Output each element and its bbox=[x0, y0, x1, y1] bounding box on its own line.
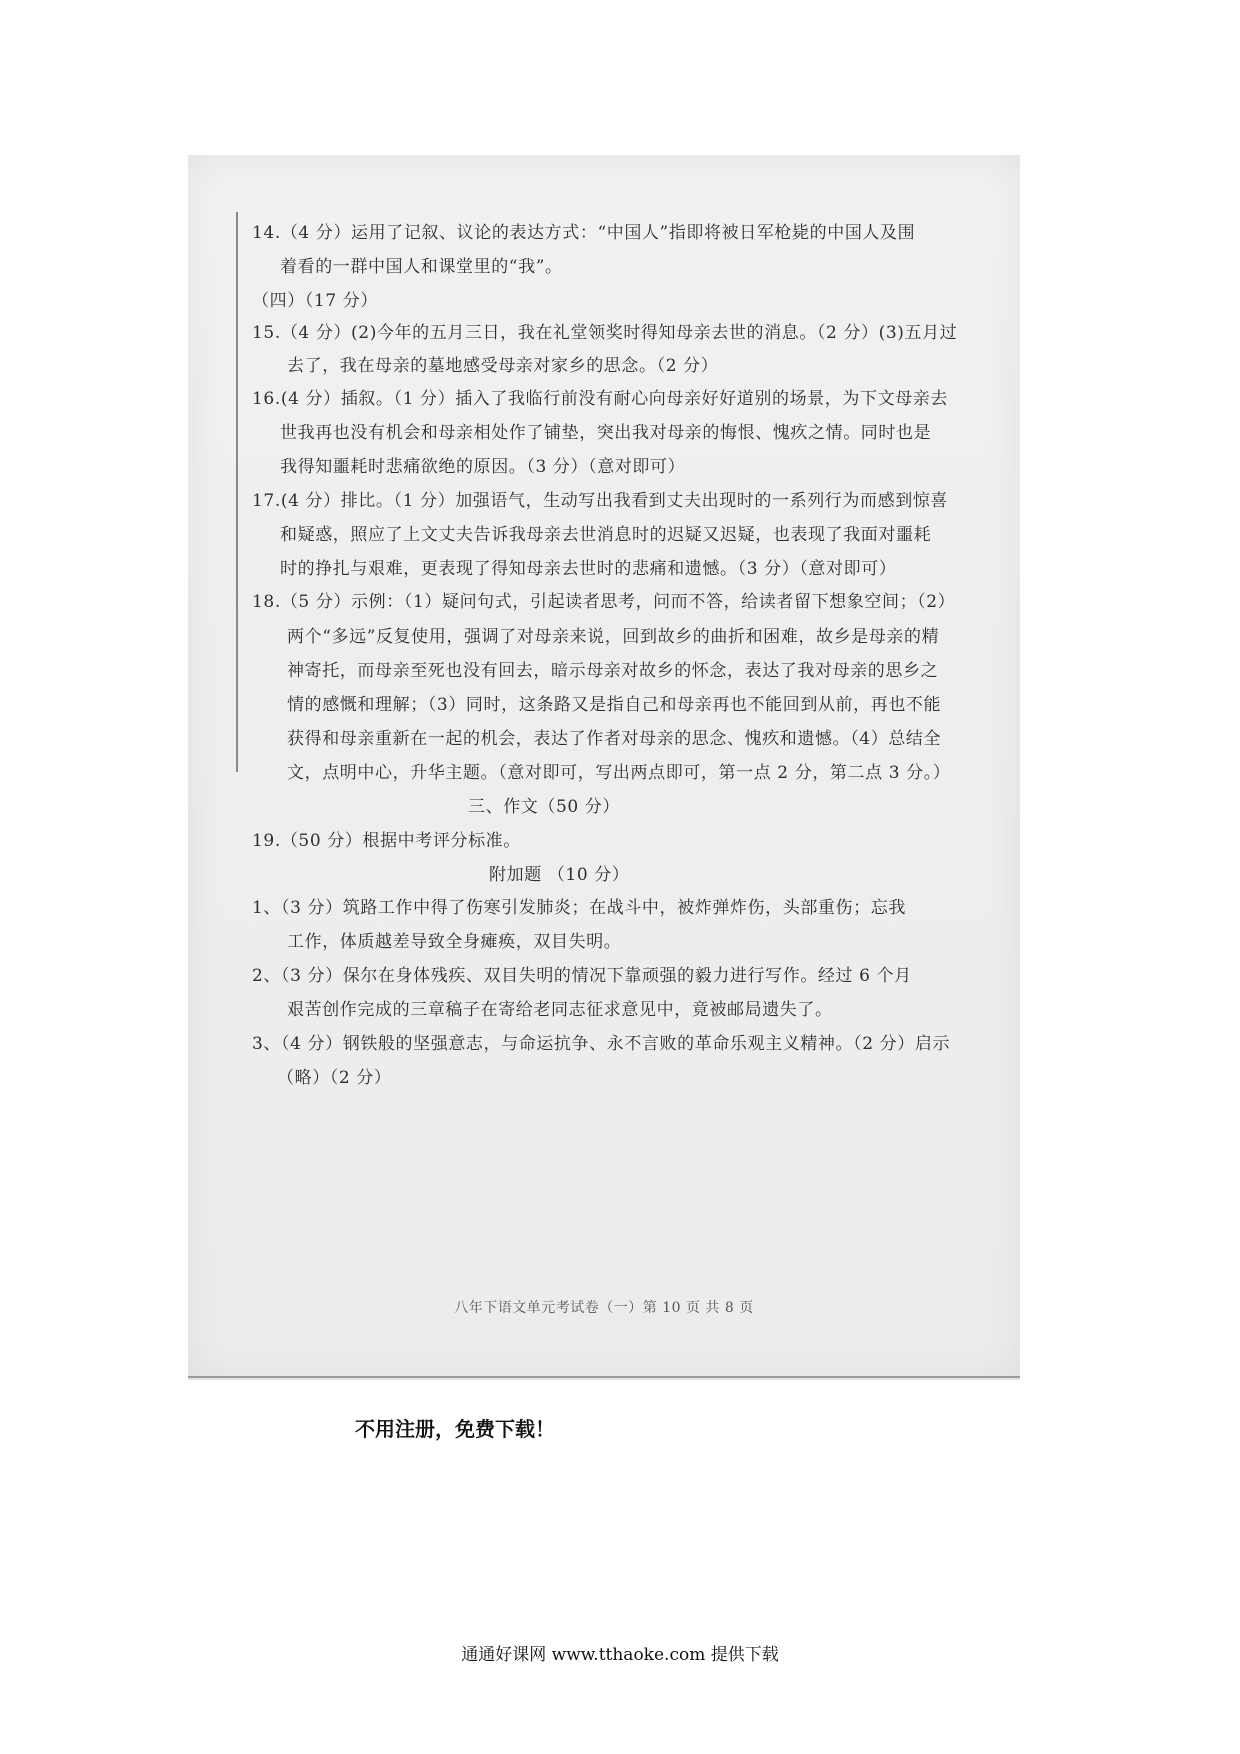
answer-18-line-3: 神寄托，而母亲至死也没有回去，暗示母亲对故乡的怀念，表达了我对母亲的思乡之 bbox=[287, 661, 939, 681]
exam-page-footer: 八年下语文单元考试卷（一）第 10 页 共 8 页 bbox=[454, 1300, 754, 1316]
section-composition-heading: 三、作文（50 分） bbox=[468, 797, 621, 817]
answer-18-line-4: 情的感慨和理解；（3）同时，这条路又是指自己和母亲再也不能回到从前，再也不能 bbox=[287, 695, 942, 715]
free-download-note: 不用注册，免费下载！ bbox=[355, 1417, 555, 1441]
answer-18-line-5: 获得和母亲重新在一起的机会，表达了作者对母亲的思念、愧疚和遗憾。（4）总结全 bbox=[287, 729, 942, 749]
answer-16-line-2: 世我再也没有机会和母亲相处作了铺垫，突出我对母亲的悔恨、愧疚之情。同时也是 bbox=[280, 423, 932, 443]
answer-17-line-3: 时的挣扎与艰难，更表现了得知母亲去世时的悲痛和遗憾。（3 分）（意对即可） bbox=[280, 559, 897, 579]
answer-19: 19.（50 分）根据中考评分标准。 bbox=[252, 831, 521, 851]
answer-14-line-2: 着看的一群中国人和课堂里的“我”。 bbox=[280, 257, 563, 277]
bonus-1-line-2: 工作，体质越差导致全身瘫痪，双目失明。 bbox=[287, 932, 622, 952]
answer-15-line-2: 去了，我在母亲的墓地感受母亲对家乡的思念。（2 分） bbox=[287, 356, 719, 376]
bonus-2-line-2: 艰苦创作完成的三章稿子在寄给老同志征求意见中，竟被邮局遗失了。 bbox=[287, 1000, 833, 1020]
answer-17-line-1: 17.(4 分）排比。（1 分）加强语气，生动写出我看到丈夫出现时的一系列行为而感到惊喜 bbox=[252, 491, 949, 511]
section-four-heading: （四）（17 分） bbox=[252, 291, 378, 311]
answer-18-line-6: 文，点明中心，升华主题。（意对即可，写出两点即可，第一点 2 分，第二点 3 分。） bbox=[287, 763, 951, 783]
bonus-2-line-1: 2、（3 分）保尔在身体残疾、双目失明的情况下靠顽强的毅力进行写作。经过 6 个月 bbox=[252, 966, 912, 986]
answer-18-line-2: 两个“多远”反复使用，强调了对母亲来说，回到故乡的曲折和困难，故乡是母亲的精 bbox=[287, 627, 940, 647]
binding-margin-line bbox=[236, 212, 238, 772]
answer-18-line-1: 18.（5 分）示例：（1）疑问句式，引起读者思考，问而不答，给读者留下想象空间；（2） bbox=[252, 592, 956, 612]
answer-17-line-2: 和疑惑，照应了上文丈夫告诉我母亲去世消息时的迟疑又迟疑，也表现了我面对噩耗 bbox=[280, 525, 932, 545]
bonus-3-line-1: 3、（4 分）钢铁般的坚强意志，与命运抗争、永不言败的革命乐观主义精神。（2 分）启示 bbox=[252, 1034, 951, 1054]
bonus-3-line-2: （略）（2 分） bbox=[277, 1068, 392, 1088]
site-footer-text: 通通好课网 www.tthaoke.com 提供下载 bbox=[461, 1645, 779, 1665]
answer-14-line-1: 14.（4 分）运用了记叙、议论的表达方式：“中国人”指即将被日军枪毙的中国人及围 bbox=[252, 223, 916, 243]
answer-15-line-1: 15.（4 分）(2)今年的五月三日，我在礼堂领奖时得知母亲去世的消息。（2 分）(3)五月过 bbox=[252, 323, 958, 343]
bonus-section-heading: 附加题 （10 分） bbox=[489, 865, 630, 885]
answer-16-line-1: 16.(4 分）插叙。（1 分）插入了我临行前没有耐心向母亲好好道别的场景，为下文母亲去 bbox=[252, 389, 949, 409]
answer-16-line-3: 我得知噩耗时悲痛欲绝的原因。（3 分）（意对即可） bbox=[280, 457, 686, 477]
bonus-1-line-1: 1、（3 分）筑路工作中得了伤寒引发肺炎；在战斗中，被炸弹炸伤，头部重伤；忘我 bbox=[252, 898, 906, 918]
scan-bottom-edge bbox=[188, 1376, 1020, 1378]
